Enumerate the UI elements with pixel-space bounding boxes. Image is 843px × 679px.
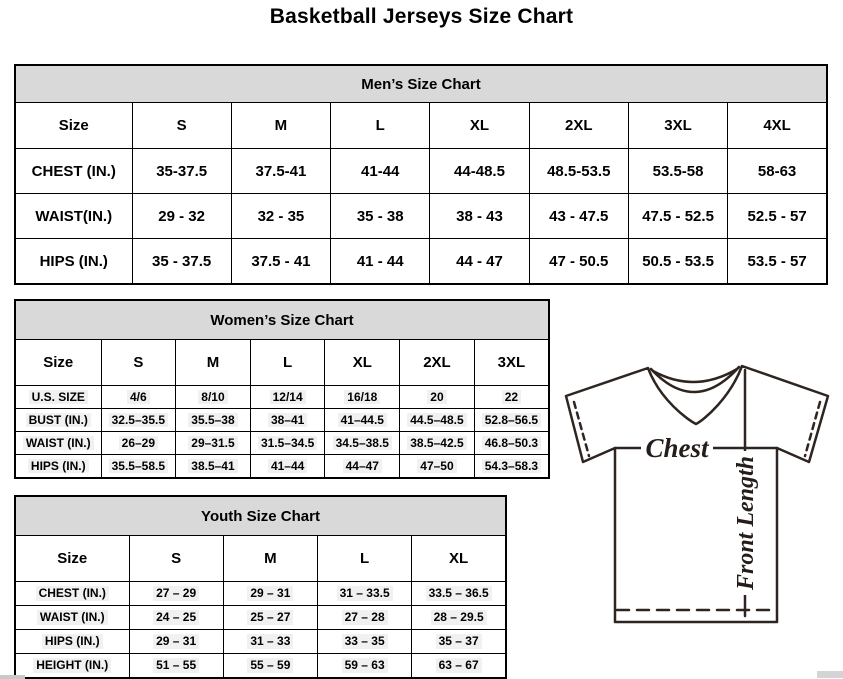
cell-value: 26–29	[119, 436, 158, 450]
table-row	[15, 409, 549, 432]
table-cell: 37.5-41	[231, 149, 330, 194]
table-cell: 44 - 47	[430, 239, 529, 285]
table-cell: 53.5-58	[628, 149, 727, 194]
cell-value: 27 – 28	[342, 610, 388, 624]
row-label: WAIST(IN.)	[15, 194, 132, 239]
table-cell	[250, 432, 325, 455]
table-cell	[223, 630, 317, 654]
table-cell	[129, 582, 223, 606]
table-cell	[250, 409, 325, 432]
cell-value: 41–44	[268, 459, 307, 473]
row-label	[15, 582, 129, 606]
table-cell	[176, 409, 251, 432]
column-header: 3XL	[628, 103, 727, 149]
scrollbar-fragment-right[interactable]	[817, 671, 843, 678]
table-cell	[318, 606, 412, 630]
table-cell	[325, 432, 400, 455]
womens-table-title: Women’s Size Chart	[15, 300, 549, 340]
table-row	[15, 386, 549, 409]
table-cell	[412, 582, 506, 606]
table-row	[15, 194, 827, 239]
cell-value: HEIGHT (IN.)	[33, 658, 111, 672]
table-row	[15, 654, 506, 679]
cell-value: 31 – 33	[247, 634, 293, 648]
table-cell: 50.5 - 53.5	[628, 239, 727, 285]
cell-value: 20	[427, 390, 446, 404]
table-cell	[318, 582, 412, 606]
column-header: L	[318, 536, 412, 582]
row-label	[15, 432, 101, 455]
youth-size-table	[14, 495, 507, 679]
cell-value: 12/14	[270, 390, 306, 404]
cell-value: 35.5–58.5	[109, 459, 168, 473]
front-length-label: Front Length	[733, 455, 759, 591]
mens-table-title: Men’s Size Chart	[15, 65, 827, 103]
cell-value: 8/10	[198, 390, 227, 404]
table-row	[15, 239, 827, 285]
table-cell	[318, 630, 412, 654]
scrollbar-fragment-left[interactable]	[0, 675, 25, 679]
cell-value: 38.5–41	[188, 459, 237, 473]
cell-value: 27 – 29	[153, 586, 199, 600]
cell-value: 4/6	[127, 390, 150, 404]
cell-value: 16/18	[344, 390, 380, 404]
table-cell: 38 - 43	[430, 194, 529, 239]
cell-value: 38–41	[268, 413, 307, 427]
column-header: Size	[15, 536, 129, 582]
cell-value: HIPS (IN.)	[42, 634, 103, 648]
page-title: Basketball Jerseys Size Chart	[269, 5, 574, 28]
table-cell: 52.5 - 57	[728, 194, 827, 239]
table-cell: 41 - 44	[331, 239, 430, 285]
row-label	[15, 386, 101, 409]
jersey-collar-line	[651, 367, 739, 392]
table-cell	[400, 455, 475, 479]
row-label	[15, 654, 129, 679]
cell-value: 22	[502, 390, 521, 404]
table-header-row	[15, 340, 549, 386]
table-cell	[176, 386, 251, 409]
cell-value: 63 – 67	[436, 658, 482, 672]
table-cell	[101, 455, 176, 479]
row-label	[15, 606, 129, 630]
column-header: 3XL	[474, 340, 549, 386]
cell-value: WAIST (IN.)	[37, 610, 108, 624]
cell-value: 35.5–38	[188, 413, 237, 427]
cell-value: 28 – 29.5	[431, 610, 487, 624]
table-cell: 53.5 - 57	[728, 239, 827, 285]
table-cell	[223, 654, 317, 679]
cell-value: 32.5–35.5	[109, 413, 168, 427]
cell-value: 35 – 37	[436, 634, 482, 648]
cell-value: 31 – 33.5	[337, 586, 393, 600]
table-cell	[223, 606, 317, 630]
cell-value: 41–44.5	[338, 413, 387, 427]
table-cell: 29 - 32	[132, 194, 231, 239]
table-row	[15, 432, 549, 455]
table-cell: 32 - 35	[231, 194, 330, 239]
table-cell: 48.5-53.5	[529, 149, 628, 194]
column-header: L	[250, 340, 325, 386]
table-cell	[318, 654, 412, 679]
column-header: Size	[15, 340, 101, 386]
jersey-outline	[566, 366, 828, 622]
table-row	[15, 582, 506, 606]
table-cell	[129, 630, 223, 654]
column-header: M	[176, 340, 251, 386]
cell-value: 31.5–34.5	[258, 436, 317, 450]
table-cell: 47.5 - 52.5	[628, 194, 727, 239]
cell-value: 24 – 25	[153, 610, 199, 624]
table-cell: 43 - 47.5	[529, 194, 628, 239]
cell-value: 54.3–58.3	[482, 459, 541, 473]
cell-value: BUST (IN.)	[26, 413, 91, 427]
table-row	[15, 606, 506, 630]
column-header: XL	[412, 536, 506, 582]
column-header: XL	[430, 103, 529, 149]
table-row	[15, 455, 549, 479]
table-cell	[101, 432, 176, 455]
table-cell	[400, 386, 475, 409]
table-cell: 47 - 50.5	[529, 239, 628, 285]
table-cell	[101, 386, 176, 409]
cell-value: 33.5 – 36.5	[426, 586, 492, 600]
chest-label: Chest	[645, 433, 709, 463]
table-cell	[250, 455, 325, 479]
table-cell	[176, 432, 251, 455]
table-cell	[129, 654, 223, 679]
table-cell	[400, 409, 475, 432]
column-header: S	[132, 103, 231, 149]
table-cell	[474, 409, 549, 432]
cell-value: 44.5–48.5	[407, 413, 466, 427]
column-header: S	[101, 340, 176, 386]
table-cell	[412, 654, 506, 679]
row-label: CHEST (IN.)	[15, 149, 132, 194]
column-header: 4XL	[728, 103, 827, 149]
cell-value: 38.5–42.5	[407, 436, 466, 450]
table-cell: 44-48.5	[430, 149, 529, 194]
table-cell	[400, 432, 475, 455]
column-header: 2XL	[529, 103, 628, 149]
table-cell: 41-44	[331, 149, 430, 194]
column-header: S	[129, 536, 223, 582]
table-cell	[474, 432, 549, 455]
jersey-diagram	[556, 356, 840, 630]
table-cell	[250, 386, 325, 409]
table-cell	[474, 455, 549, 479]
table-cell	[474, 386, 549, 409]
cell-value: 29 – 31	[247, 586, 293, 600]
cell-value: 59 – 63	[342, 658, 388, 672]
cell-value: 33 – 35	[342, 634, 388, 648]
womens-size-table	[14, 299, 550, 479]
cell-value: 29 – 31	[153, 634, 199, 648]
cell-value: U.S. SIZE	[29, 390, 88, 404]
row-label	[15, 630, 129, 654]
table-cell	[223, 582, 317, 606]
table-cell	[412, 606, 506, 630]
column-header: XL	[325, 340, 400, 386]
column-header: M	[223, 536, 317, 582]
table-cell	[412, 630, 506, 654]
table-header-row	[15, 103, 827, 149]
table-cell	[176, 455, 251, 479]
table-cell	[129, 606, 223, 630]
column-header: L	[331, 103, 430, 149]
table-cell: 35-37.5	[132, 149, 231, 194]
table-header-row	[15, 536, 506, 582]
row-label: HIPS (IN.)	[15, 239, 132, 285]
table-cell: 58-63	[728, 149, 827, 194]
mens-size-table	[14, 64, 828, 285]
column-header: M	[231, 103, 330, 149]
cell-value: 55 – 59	[247, 658, 293, 672]
table-cell: 35 - 38	[331, 194, 430, 239]
cell-value: 44–47	[343, 459, 382, 473]
cell-value: 51 – 55	[153, 658, 199, 672]
table-cell	[325, 386, 400, 409]
table-cell: 35 - 37.5	[132, 239, 231, 285]
column-header: Size	[15, 103, 132, 149]
cell-value: CHEST (IN.)	[36, 586, 109, 600]
cell-value: 52.8–56.5	[482, 413, 541, 427]
cell-value: 34.5–38.5	[333, 436, 392, 450]
cell-value: HIPS (IN.)	[28, 459, 89, 473]
table-row	[15, 149, 827, 194]
table-row	[15, 630, 506, 654]
table-cell: 37.5 - 41	[231, 239, 330, 285]
row-label	[15, 455, 101, 479]
cell-value: 25 – 27	[247, 610, 293, 624]
youth-table-title: Youth Size Chart	[15, 496, 506, 536]
table-cell	[325, 409, 400, 432]
cell-value: 47–50	[417, 459, 456, 473]
table-cell	[101, 409, 176, 432]
cell-value: 29–31.5	[188, 436, 237, 450]
table-cell	[325, 455, 400, 479]
column-header: 2XL	[400, 340, 475, 386]
cell-value: 46.8–50.3	[482, 436, 541, 450]
cell-value: WAIST (IN.)	[23, 436, 94, 450]
row-label	[15, 409, 101, 432]
